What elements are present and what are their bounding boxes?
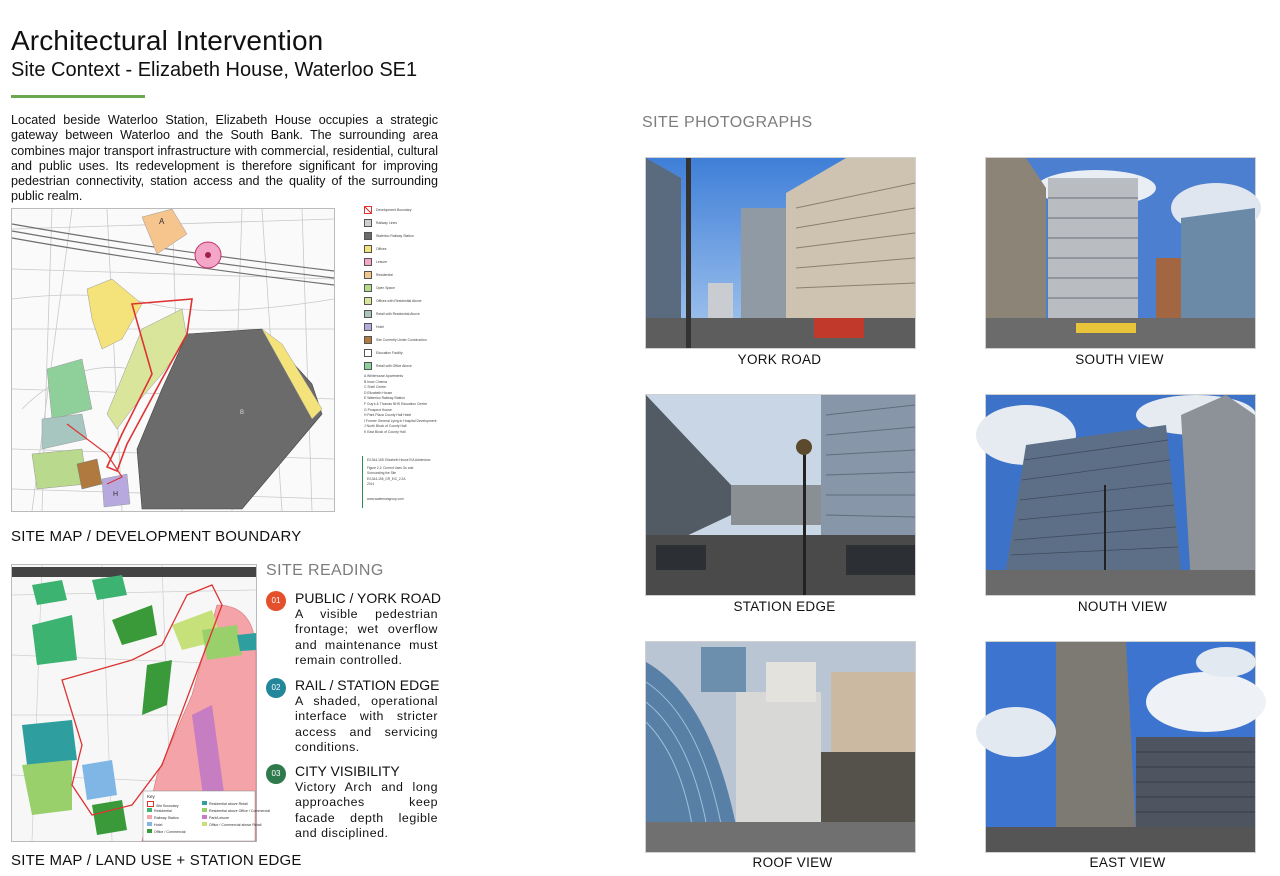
map2-legend-row [147, 808, 172, 814]
legend-label: Waterloo Railway Station [376, 234, 414, 238]
legend-note: E/1344-155: Elizabeth House EIA Addendum [367, 458, 431, 462]
legend-key-item: I Former General Lying in Hospital Development [364, 418, 437, 423]
legend-label: Hotel [154, 823, 163, 827]
legend-key-item: A Whitehouse Apartments [364, 374, 404, 378]
site-photographs-heading: SITE PHOTOGRAPHS [642, 114, 813, 131]
legend-label: Offices with Residential Above [376, 299, 422, 303]
reading-badge-02: 02 [266, 678, 286, 698]
legend-label: Hotel [376, 325, 384, 329]
accent-rule [11, 95, 145, 98]
photo-roof-view [645, 641, 916, 853]
legend-key-item: D Elizabeth House [364, 390, 393, 395]
map2-legend-row [147, 815, 179, 821]
legend-key-item: J North Block of County Hall [364, 424, 407, 429]
photo-east-view [985, 641, 1256, 853]
legend-key-item: B Imax Cinema [364, 379, 388, 384]
page-subtitle: Site Context - Elizabeth House, Waterloo SE1 [11, 59, 418, 81]
legend-label: Retail with Residential Above [376, 312, 420, 316]
map2-legend-row [202, 808, 270, 814]
intro-paragraph: Located beside Waterloo Station, Elizabeth House occupies a strategic gateway between Waterloo and the South Bank. The surrounding area combines major transport infrastructure with commercial, residential, cultural and public uses. Its redevelopment is therefore significant for improving pedestrian connectivity, station access and the quality of the surrounding public realm. [11, 113, 438, 204]
legend-key-item: K East Block of County Hall [364, 429, 406, 434]
legend-key-list [364, 374, 436, 436]
legend-label: Open Space [376, 286, 395, 290]
legend-label: Retail with Office Above [376, 364, 412, 368]
legend-label: Office / Commercial above Retail [209, 823, 262, 827]
photo-nouth-view [985, 394, 1256, 596]
legend-notes-rule [362, 456, 363, 508]
site-map-land-use [11, 564, 271, 842]
map2-legend-row [202, 801, 248, 807]
map2-legend-row [202, 815, 229, 821]
map2-caption: SITE MAP / LAND USE + STATION EDGE [11, 852, 302, 869]
photo-station-edge [645, 394, 916, 596]
reading-item-03 [266, 763, 438, 843]
legend-notes [367, 458, 430, 502]
reading-title: RAIL / STATION EDGE [295, 677, 440, 693]
photo-york-road [645, 157, 916, 349]
reading-item-02 [266, 677, 438, 757]
photo-caption-east-view: EAST VIEW [1089, 855, 1166, 870]
photo-caption-roof-view: ROOF VIEW [752, 855, 833, 870]
legend-key-item: F Guy's & Thomas NHS Education Centre [364, 401, 428, 406]
map-label-h: H [113, 491, 119, 498]
legend-note: E/1344-155_GR_EIC_2.2A [367, 476, 406, 481]
page-title: Architectural Intervention [11, 25, 324, 56]
legend-label: Railway Station [154, 816, 179, 820]
legend-label: Education Facility [376, 351, 403, 355]
reading-title: PUBLIC / YORK ROAD [295, 590, 442, 606]
reading-item-01 [266, 590, 442, 670]
map2-legend-title: Key [147, 794, 155, 799]
reading-text: Victory Arch and long approaches keep facade depth legible and disciplined. [295, 780, 438, 840]
reading-text: A visible pedestrian frontage; wet overflow and maintenance must remain controlled. [295, 607, 438, 667]
map2-legend-row [147, 829, 186, 835]
legend-label: Residential [376, 273, 393, 277]
legend-key-item: G Prospect House [364, 407, 392, 412]
legend-label: Site Currently Under Construction [376, 338, 427, 342]
legend-note: 2014 [367, 481, 375, 486]
photo-caption-york-road: YORK ROAD [737, 352, 822, 367]
map2-legend-row [202, 822, 261, 828]
legend-label: Residential above Retail [209, 802, 248, 806]
photo-south-view [985, 157, 1256, 349]
legend-note: Surrounding the Site [367, 471, 397, 476]
site-reading-heading: SITE READING [266, 562, 384, 579]
reading-title: CITY VISIBILITY [295, 763, 400, 779]
photo-caption-nouth-view: NOUTH VIEW [1077, 599, 1168, 614]
legend-label: Site Boundary [156, 804, 179, 808]
legend-label: Leisure [376, 260, 388, 264]
site-map-development-boundary [11, 208, 335, 512]
legend-label: Residential above Office / Commercial [209, 809, 271, 813]
legend-label: Development Boundary [376, 208, 412, 212]
map-label-a: A [159, 217, 165, 226]
map1-legend [362, 206, 442, 508]
photo-caption-south-view: SOUTH VIEW [1075, 352, 1164, 367]
legend-label: Residential [154, 809, 172, 813]
legend-label: Office / Commercial [154, 830, 186, 834]
reading-badge-01: 01 [266, 591, 286, 611]
map-label-b: B [240, 410, 245, 416]
legend-key-item: H Park Plaza County Hall Hotel [364, 413, 412, 418]
legend-label: Offices [376, 247, 387, 251]
photo-caption-station-edge: STATION EDGE [733, 599, 836, 614]
reading-badge-03: 03 [266, 764, 286, 784]
legend-key-item: C Shell Centre [364, 385, 387, 390]
legend-label: Park/Leisure [209, 816, 230, 820]
map2-legend-row [147, 822, 162, 828]
legend-note: www.watermangroup.com [367, 497, 404, 502]
legend-note: Figure 2.2: Current Uses On and [367, 466, 414, 471]
map1-caption: SITE MAP / DEVELOPMENT BOUNDARY [11, 528, 302, 545]
legend-label: Railway Lines [376, 221, 397, 225]
legend-key-item: E Waterloo Railway Station [364, 396, 405, 401]
reading-text: A shaded, operational interface with stricter access and servicing conditions. [295, 694, 438, 754]
